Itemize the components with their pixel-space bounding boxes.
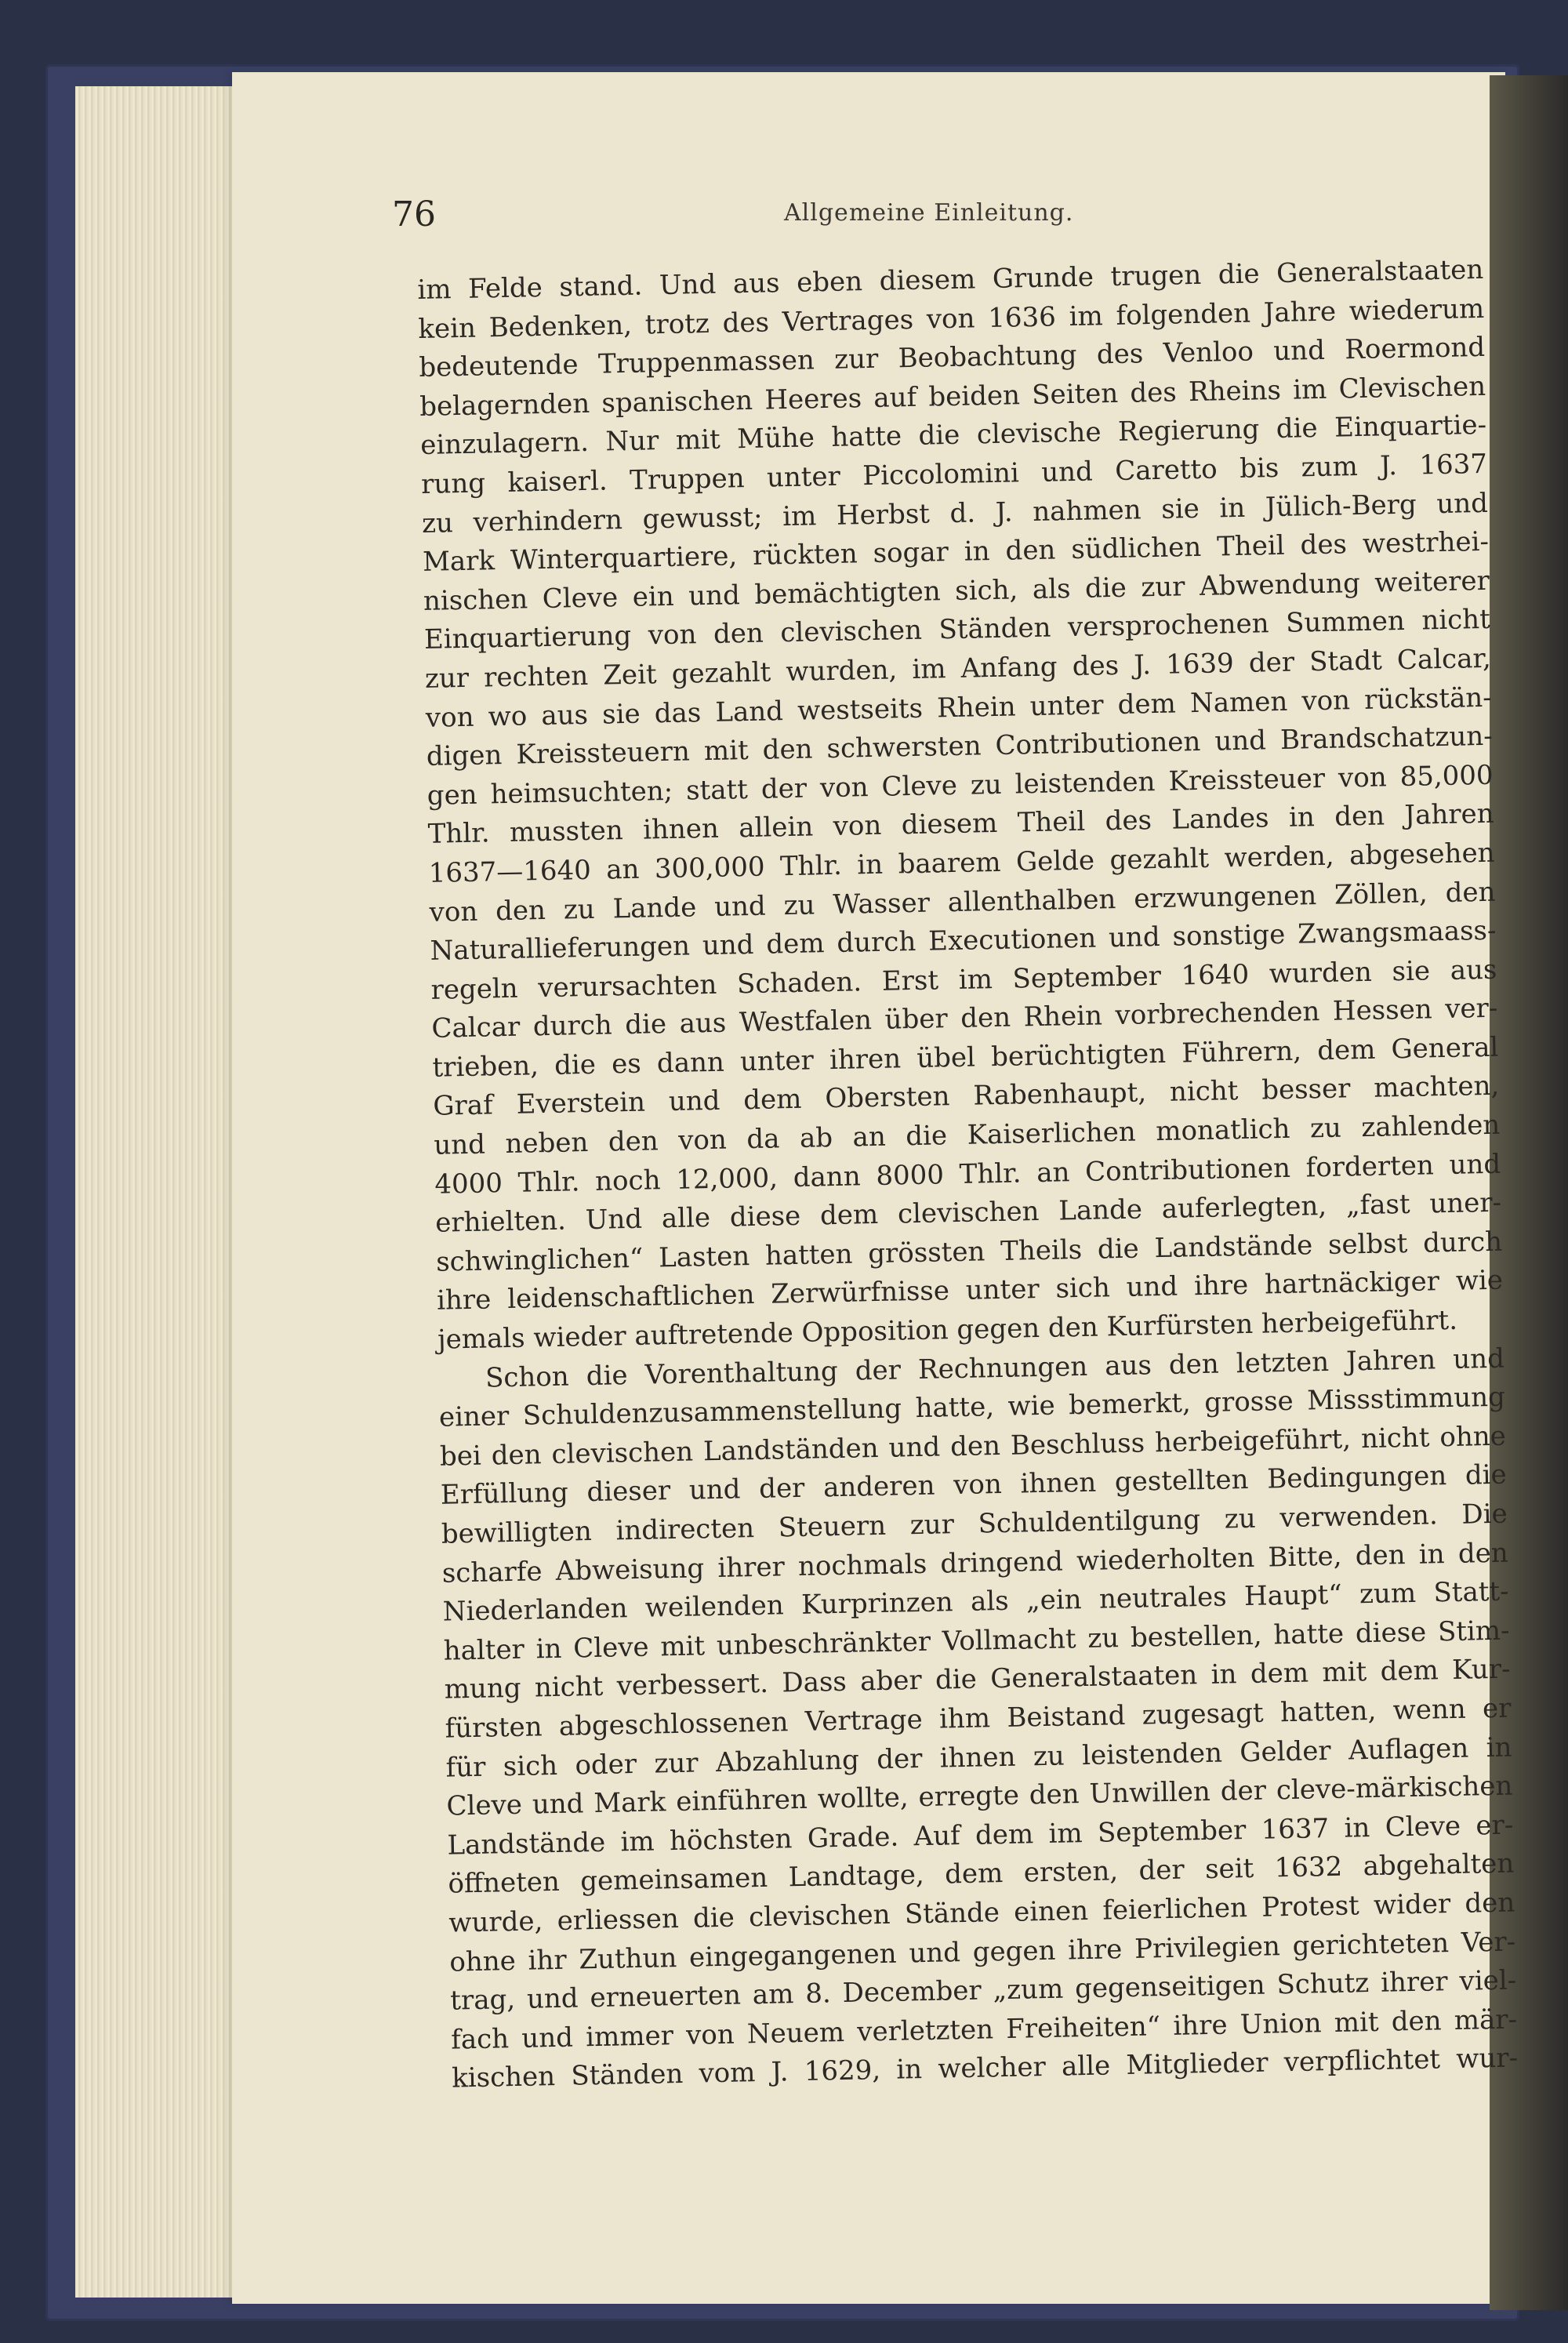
page-number: 76 — [392, 194, 436, 234]
text-line: von wo aus sie das Land westseits Rhein unter dem Namen von rückstän- — [425, 681, 1493, 734]
text-line: nischen Cleve ein und bemächtigten sich, als die zur Abwendung weiterer — [423, 565, 1490, 617]
text-line: belagernden spanischen Heeres auf beiden Seiten des Rheins im Clevischen — [419, 370, 1486, 423]
text-line: für sich oder zur Abzahlung der ihnen zu leistenden Gelder Auflagen in — [445, 1731, 1512, 1784]
text-line: fürsten abgeschlossenen Vertrage ihm Beistand zugesagt hatten, wenn er — [445, 1692, 1512, 1745]
text-line: kein Bedenken, trotz des Vertrages von 1636 im folgenden Jahre wiederum — [418, 292, 1485, 345]
text-line: kischen Ständen vom J. 1629, in welcher alle Mitglieder verpflichtet wur- — [451, 2042, 1519, 2094]
page-header — [392, 194, 1490, 257]
text-line: Thlr. mussten ihnen allein von diesem Theil des Landes in den Jahren — [427, 798, 1494, 851]
body-text — [417, 251, 1518, 2099]
text-line: Graf Everstein und dem Obersten Rabenhaupt, nicht besser machten, — [433, 1070, 1500, 1123]
text-line: 1637—1640 an 300,000 Thlr. in baarem Gelde gezahlt werden, abgesehen — [428, 837, 1495, 889]
text-line: im Felde stand. Und aus eben diesem Grunde trugen die Generalstaaten — [417, 253, 1484, 306]
page-edges — [75, 86, 241, 2298]
text-line: zur rechten Zeit gezahlt wurden, im Anfang des J. 1639 der Stadt Calcar, — [424, 642, 1492, 695]
text-line: ihre leidenschaftlichen Zerwürfnisse unter sich und ihre hartnäckiger wie — [436, 1265, 1504, 1317]
text-line: Landstände im höchsten Grade. Auf dem im September 1637 in Cleve er- — [447, 1809, 1514, 1862]
text-line: Mark Winterquartiere, rückten sogar in den südlichen Theil des westrhei- — [422, 525, 1490, 579]
text-line: scharfe Abweisung ihrer nochmals dringend wiederholten Bitte, den in den — [441, 1537, 1509, 1589]
text-line: einer Schuldenzusammenstellung hatte, wie bemerkt, grosse Missstimmung — [438, 1381, 1506, 1433]
running-title: Allgemeine Einleitung. — [784, 199, 1074, 227]
text-line: digen Kreissteuern mit den schwersten Contributionen und Brandschatzun- — [426, 720, 1494, 773]
text-line: von den zu Lande und zu Wasser allenthalben erzwungenen Zöllen, den — [429, 876, 1496, 928]
text-line: bei den clevischen Landständen und den Beschluss herbeigeführt, nicht ohne — [439, 1420, 1507, 1473]
text-line: öffneten gemeinsamen Landtage, dem ersten, der seit 1632 abgehalten — [448, 1847, 1515, 1900]
text-line: gen heimsuchten; statt der von Cleve zu leistenden Kreissteuer von 85,000 — [426, 759, 1494, 812]
text-line: zu verhindern gewusst; im Herbst d. J. nahmen sie in Jülich-Berg und — [421, 487, 1489, 539]
text-line: jemals wieder auftretende Opposition gegen den Kurfürsten herbeigeführt. — [437, 1304, 1458, 1356]
text-line: einzulagern. Nur mit Mühe hatte die clevische Regierung die Einquartie- — [419, 409, 1487, 462]
text-line: 4000 Thlr. noch 12,000, dann 8000 Thlr. an Contributionen forderten und — [434, 1148, 1501, 1201]
text-line: Einquartierung von den clevischen Ständen versprochenen Summen nicht — [423, 604, 1491, 656]
text-line: Niederlanden weilenden Kurprinzen als „ein neutrales Haupt“ zum Statt- — [442, 1575, 1509, 1628]
text-line: mung nicht verbessert. Dass aber die Generalstaaten in dem mit dem Kur- — [444, 1653, 1511, 1706]
text-line: wurde, erliessen die clevischen Stände einen feierlichen Protest wider den — [448, 1887, 1515, 1939]
text-line: trieben, die es dann unter ihren übel berüchtigten Führern, dem General — [432, 1031, 1499, 1084]
text-line: halter in Cleve mit unbeschränkter Vollmacht zu bestellen, hatte diese Stim- — [443, 1615, 1510, 1667]
text-line: trag, und erneuerten am 8. December „zum gegenseitigen Schutz ihrer viel- — [449, 1964, 1517, 2017]
text-line: regeln verursachten Schaden. Erst im September 1640 wurden sie aus — [430, 954, 1497, 1006]
text-line: fach und immer von Neuem verletzten Freiheiten“ ihre Union mit den mär- — [450, 2003, 1518, 2056]
text-line: Naturallieferungen und dem durch Executionen und sonstige Zwangsmaass- — [430, 914, 1497, 967]
text-line: schwinglichen“ Lasten hatten grössten Theils die Landstände selbst durch — [435, 1226, 1503, 1278]
text-line: bewilligten indirecten Steuern zur Schuldentilgung zu verwenden. Die — [441, 1498, 1508, 1550]
text-line: Calcar durch die aus Westfalen über den Rhein vorbrechenden Hessen ver- — [431, 992, 1498, 1045]
paragraph-start-line: Schon die Vorenthaltung der Rechnungen aus den letzten Jahren und — [485, 1342, 1505, 1394]
text-line: rung kaiserl. Truppen unter Piccolomini und Caretto bis zum J. 1637 — [420, 448, 1488, 500]
text-line: ohne ihr Zuthun eingegangenen und gegen ihre Privilegien gerichteten Ver- — [449, 1926, 1516, 1978]
text-line: Cleve und Mark einführen wollte, erregte den Unwillen der cleve-märkischen — [446, 1770, 1513, 1822]
text-line: erhielten. Und alle diese dem clevischen Lande auferlegten, „fast uner- — [434, 1186, 1502, 1240]
text-line: Erfüllung dieser und der anderen von ihnen gestellten Bedingungen die — [440, 1459, 1508, 1512]
text-line: bedeutende Truppenmassen zur Beobachtung des Venloo und Roermond — [418, 332, 1486, 384]
text-line: und neben den von da ab an die Kaiserlichen monatlich zu zahlenden — [434, 1109, 1501, 1161]
